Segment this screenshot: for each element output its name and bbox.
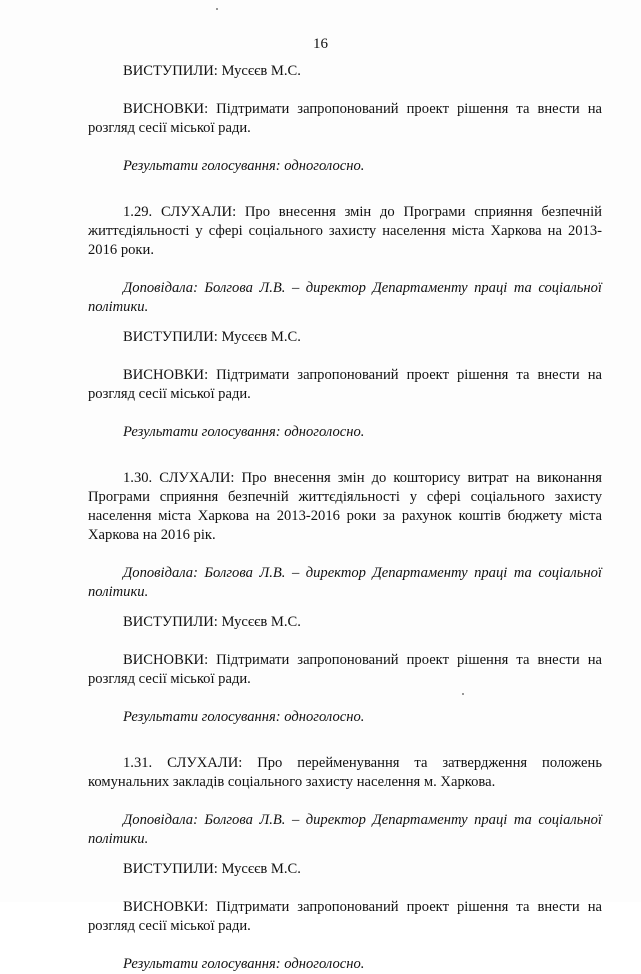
speakers-line: ВИСТУПИЛИ: Мусєєв М.С. [123,614,301,630]
page-number: 16 [313,36,328,52]
reporter-line: Доповідала: Болгова Л.В. – директор Департаменту праці та соціальної політики. [88,280,602,315]
conclusion-paragraph: ВИСНОВКИ: Підтримати запропонований проект рішення та внести на розгляд сесії міської ради. [88,899,602,934]
scan-speck [462,693,464,695]
speakers-line: ВИСТУПИЛИ: Мусєєв М.С. [123,329,301,345]
speakers-line: ВИСТУПИЛИ: Мусєєв М.С. [123,861,301,877]
voting-result: Результати голосування: одноголосно. [123,158,365,174]
document-body [88,62,602,974]
voting-result: Результати голосування: одноголосно. [123,709,365,725]
heard-item-1-29: 1.29. СЛУХАЛИ: Про внесення змін до Програми сприяння безпечній життєдіяльності у сфері соціального захисту населення міста Харкова на 2013-2016 роки. [88,204,602,258]
conclusion-paragraph: ВИСНОВКИ: Підтримати запропонований проект рішення та внести на розгляд сесії міської ради. [88,101,602,136]
conclusion-paragraph: ВИСНОВКИ: Підтримати запропонований проект рішення та внести на розгляд сесії міської ради. [88,367,602,402]
reporter-line: Доповідала: Болгова Л.В. – директор Департаменту праці та соціальної політики. [88,812,602,847]
scan-speck [216,8,218,10]
heard-item-1-30: 1.30. СЛУХАЛИ: Про внесення змін до кошторису витрат на виконання Програми сприяння безпечній життєдіяльності у сфері соціального захисту населення міста Харкова на 2013-2016 роки за рахунок коштів бюджету міста Харкова на 2016 рік. [88,470,602,543]
conclusion-paragraph: ВИСНОВКИ: Підтримати запропонований проект рішення та внести на розгляд сесії міської ради. [88,652,602,687]
voting-result: Результати голосування: одноголосно. [123,424,365,440]
reporter-line: Доповідала: Болгова Л.В. – директор Департаменту праці та соціальної політики. [88,565,602,600]
heard-item-1-31: 1.31. СЛУХАЛИ: Про перейменування та затвердження положень комунальних закладів соціального захисту населення м. Харкова. [88,755,602,790]
speakers-line: ВИСТУПИЛИ: Мусєєв М.С. [123,63,301,79]
voting-result: Результати голосування: одноголосно. [123,956,365,972]
